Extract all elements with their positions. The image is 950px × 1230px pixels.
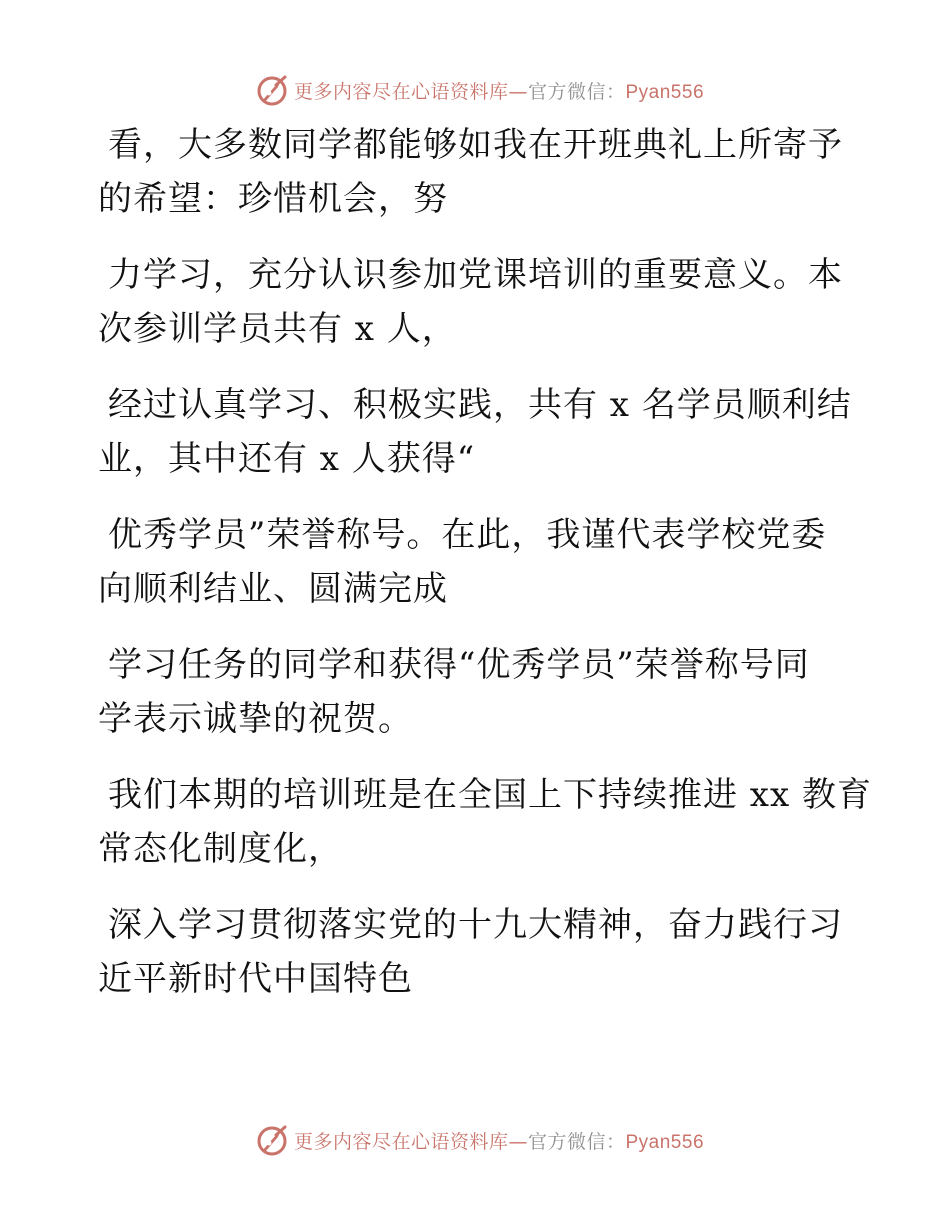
paragraph-5-line-2: 学表示诚挚的祝贺。 bbox=[98, 699, 413, 739]
pen-logo-icon bbox=[256, 73, 290, 107]
paragraph-4 bbox=[0, 508, 950, 616]
footer-banner-text bbox=[294, 1127, 704, 1154]
paragraph-1-line-1: 看，大多数同学都能够如我在开班典礼上所寄予 bbox=[108, 125, 843, 165]
paragraph-1 bbox=[0, 118, 950, 226]
paragraph-5 bbox=[0, 638, 950, 746]
paragraph-2-line-1: 力学习，充分认识参加党课培训的重要意义。本 bbox=[108, 255, 843, 295]
footer-banner-inner bbox=[256, 1123, 704, 1157]
header-banner-text bbox=[294, 77, 704, 104]
paragraph-4-line-1: 优秀学员”荣誉称号。在此，我谨代表学校党委 bbox=[108, 515, 827, 555]
pen-logo-icon bbox=[256, 1123, 290, 1157]
header-banner-inner bbox=[256, 73, 704, 107]
header-banner bbox=[0, 70, 950, 110]
paragraph-3 bbox=[0, 378, 950, 486]
paragraph-2 bbox=[0, 248, 950, 356]
paragraph-6-line-1: 我们本期的培训班是在全国上下持续推进 xx 教育 bbox=[108, 775, 872, 815]
paragraph-7 bbox=[0, 898, 950, 1006]
paragraph-5-line-1: 学习任务的同学和获得“优秀学员”荣誉称号同 bbox=[108, 645, 810, 685]
footer-banner bbox=[0, 1120, 950, 1160]
footer-dash: — bbox=[508, 1130, 528, 1153]
paragraph-7-line-1: 深入学习贯彻落实党的十九大精神，奋力践行习 bbox=[108, 905, 843, 945]
footer-wechat-label: 官方微信： bbox=[527, 1130, 626, 1153]
paragraph-6 bbox=[0, 768, 950, 876]
footer-brand-text: 更多内容尽在心语资料库 bbox=[293, 1130, 509, 1153]
header-brand-text: 更多内容尽在心语资料库 bbox=[293, 80, 509, 103]
paragraph-2-line-2: 次参训学员共有 x 人， bbox=[98, 309, 457, 349]
paragraph-4-line-2: 向顺利结业、圆满完成 bbox=[98, 569, 448, 609]
paragraph-1-line-2: 的希望：珍惜机会，努 bbox=[98, 179, 448, 219]
header-account: Pyan556 bbox=[625, 81, 705, 103]
paragraph-3-line-2: 业，其中还有 x 人获得“ bbox=[98, 439, 476, 479]
document-body bbox=[0, 118, 950, 1006]
paragraph-3-line-1: 经过认真学习、积极实践，共有 x 名学员顺利结 bbox=[108, 385, 852, 425]
header-dash: — bbox=[508, 80, 528, 103]
footer-account: Pyan556 bbox=[625, 1131, 705, 1153]
paragraph-6-line-2: 常态化制度化， bbox=[98, 829, 343, 869]
header-wechat-label: 官方微信： bbox=[527, 80, 626, 103]
paragraph-7-line-2: 近平新时代中国特色 bbox=[98, 959, 413, 999]
